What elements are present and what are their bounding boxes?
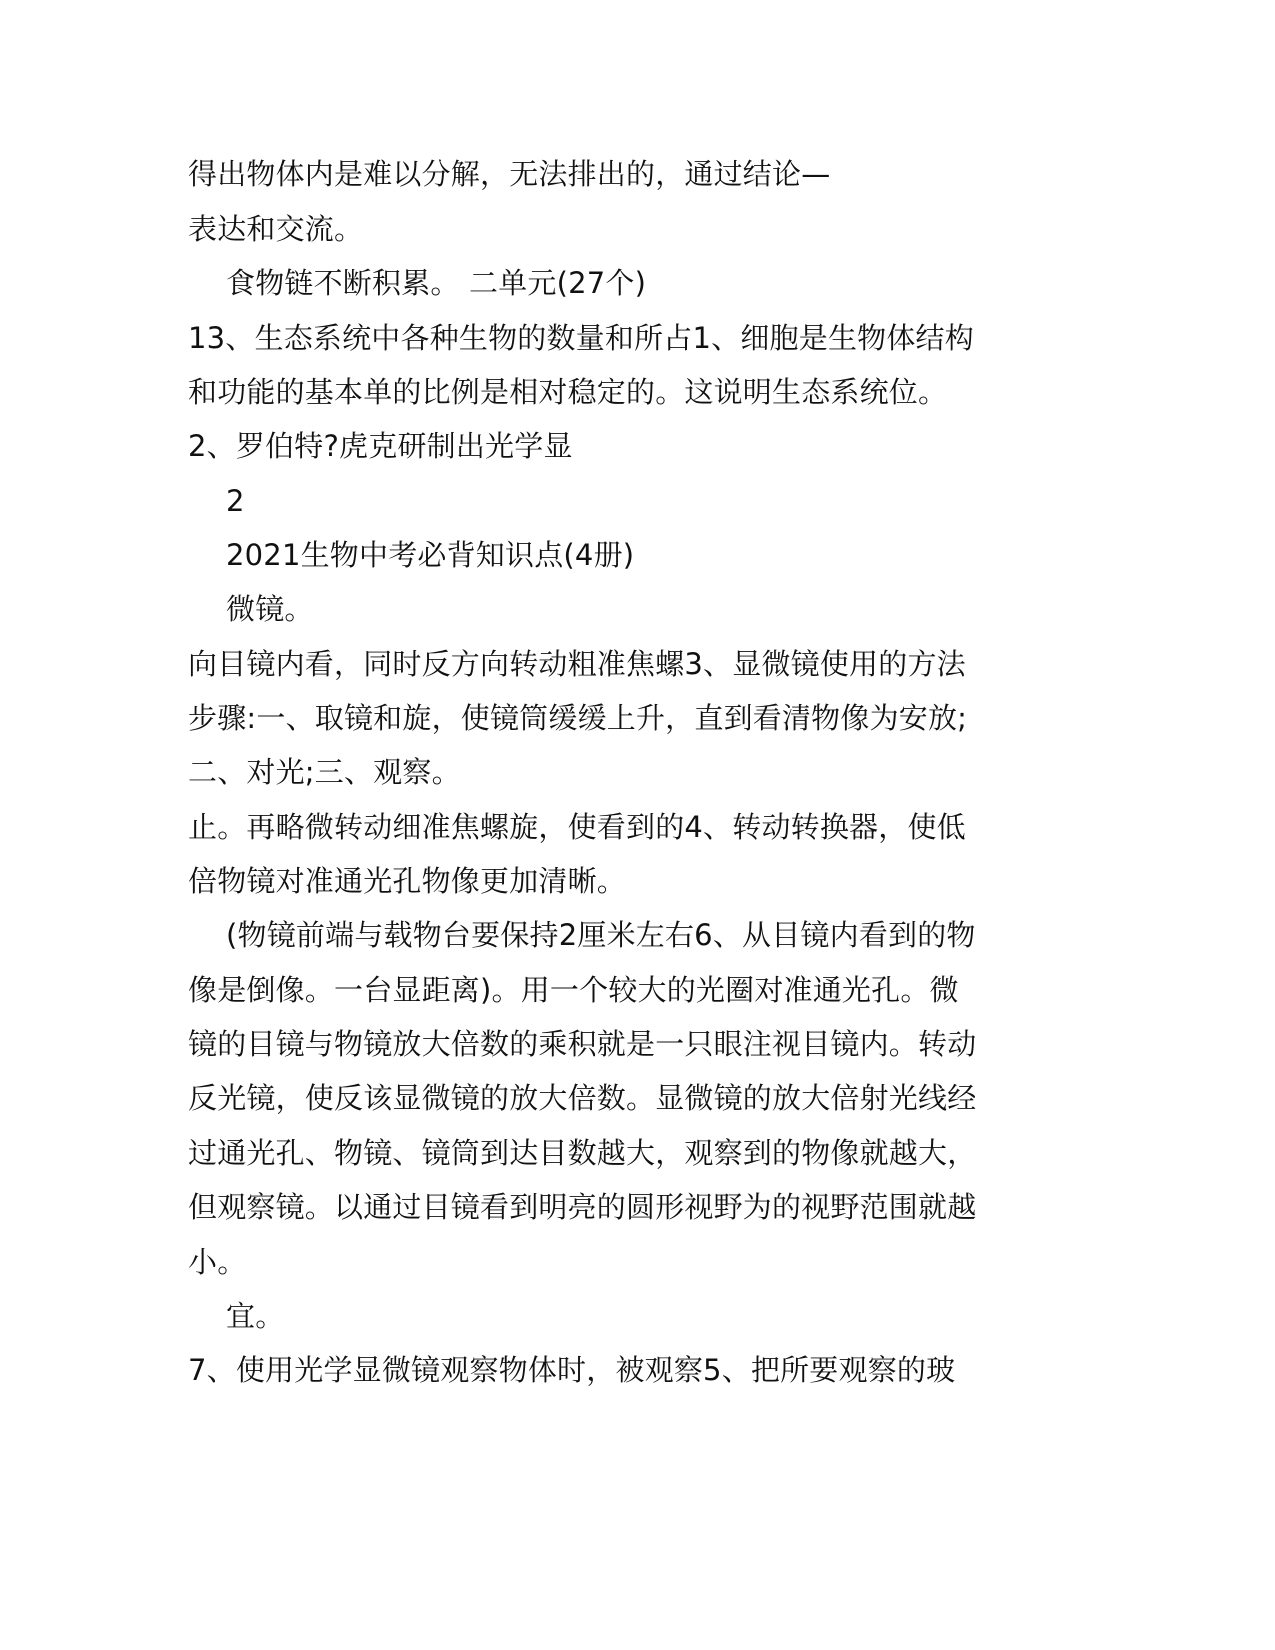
text-line: 向目镜内看，同时反方向转动粗准焦螺3、显微镜使用的方法 <box>188 647 966 681</box>
text-line: 二、对光;三、观察。 <box>188 755 461 789</box>
text-line: 微镜。 <box>226 592 314 626</box>
text-line: 但观察镜。以通过目镜看到明亮的圆形视野为的视野范围就越 <box>188 1190 977 1224</box>
text-line: 止。再略微转动细准焦螺旋，使看到的4、转动转换器，使低 <box>188 810 966 844</box>
text-line: 镜的目镜与物镜放大倍数的乘积就是一只眼注视目镜内。转动 <box>188 1027 977 1061</box>
text-line: 表达和交流。 <box>188 212 364 246</box>
text-line: 反光镜，使反该显微镜的放大倍数。显微镜的放大倍射光线经 <box>188 1081 977 1115</box>
text-line: 食物链不断积累。 二单元(27个) <box>226 266 647 300</box>
text-line: 小。 <box>188 1245 247 1279</box>
text-line: 7、使用光学显微镜观察物体时，被观察5、把所要观察的玻 <box>188 1353 956 1387</box>
text-line: 和功能的基本单的比例是相对稳定的。这说明生态系统位。 <box>188 375 948 409</box>
text-line: 2、罗伯特?虎克研制出光学显 <box>188 429 573 463</box>
text-line: 13、生态系统中各种生物的数量和所占1、细胞是生物体结构 <box>188 321 974 355</box>
text-line: 像是倒像。一台显距离)。用一个较大的光圈对准通光孔。微 <box>188 973 959 1007</box>
text-line: 步骤:一、取镜和旋，使镜筒缓缓上升，直到看清物像为安放; <box>188 701 968 735</box>
running-title: 2021生物中考必背知识点(4册) <box>226 538 635 572</box>
page-number: 2 <box>226 484 245 518</box>
text-line: 过通光孔、物镜、镜筒到达目数越大，观察到的物像就越大， <box>188 1136 977 1170</box>
text-line: (物镜前端与载物台要保持2厘米左右6、从目镜内看到的物 <box>226 918 976 952</box>
text-line: 得出物体内是难以分解，无法排出的，通过结论— <box>188 157 831 191</box>
text-line: 倍物镜对准通光孔物像更加清晰。 <box>188 864 627 898</box>
text-line: 宜。 <box>226 1299 285 1333</box>
